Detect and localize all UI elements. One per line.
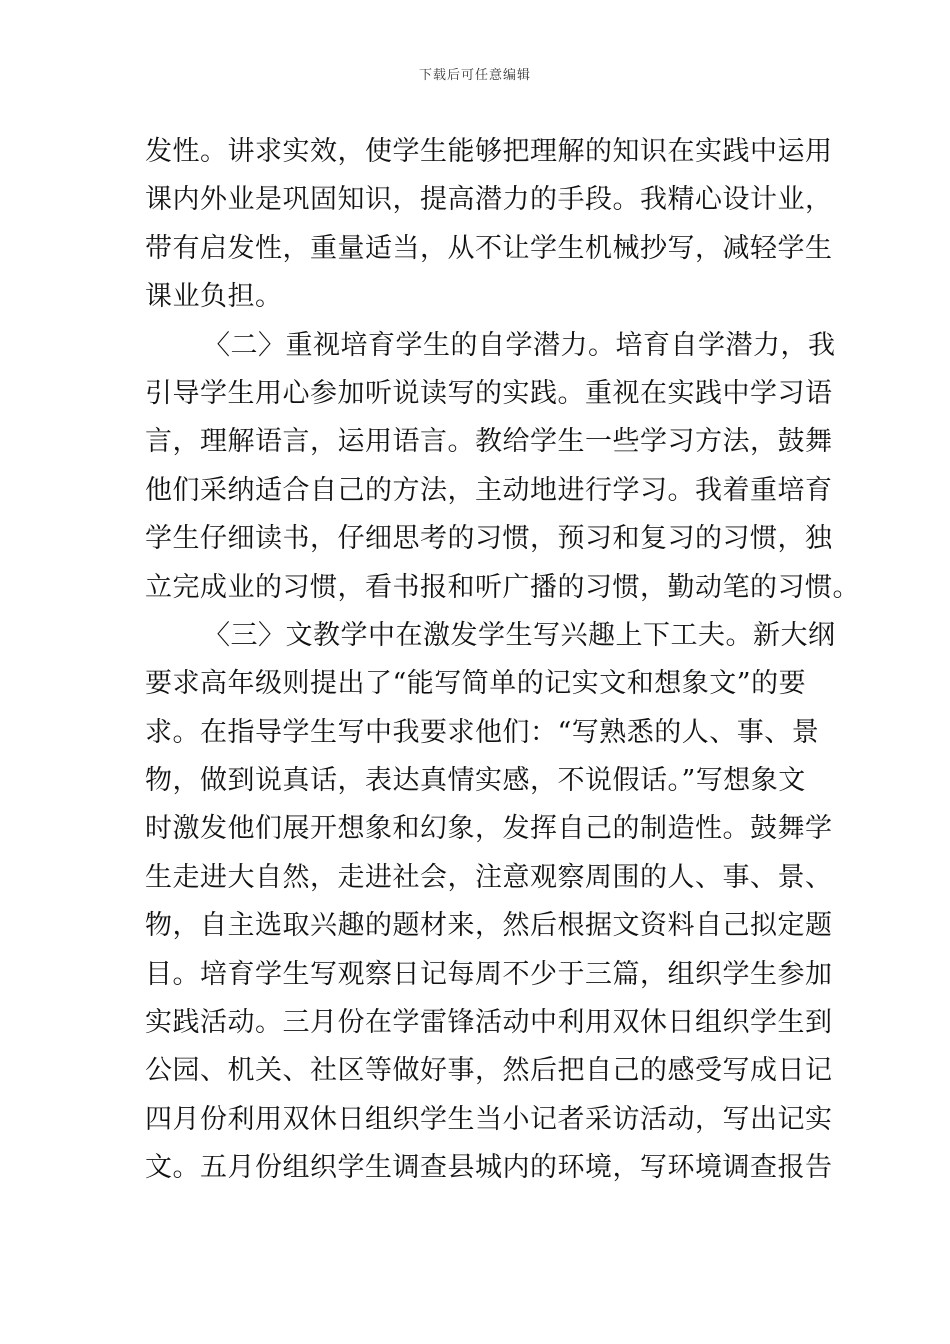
text-line: 立完成业的习惯，看书报和听广播的习惯，勤动笔的习惯。 (145, 571, 860, 603)
text-line: 目。培育学生写观察日记每周不少于三篇，组织学生参加 (145, 958, 833, 990)
text-line: 求。在指导学生写中我要求他们：“写熟悉的人、事、景 (145, 716, 820, 748)
text-line: 要求高年级则提出了“能写简单的记实文和想象文”的要 (145, 668, 807, 700)
text-line: 带有启发性，重量适当，从不让学生机械抄写，减轻学生 (145, 232, 833, 264)
paragraph-start-line: 〈二〉重视培育学生的自学潜力。培育自学潜力，我 (203, 329, 836, 361)
paragraph-start-line: 〈三〉文教学中在激发学生写兴趣上下工夫。新大纲 (203, 619, 836, 651)
text-line: 课业负担。 (145, 281, 283, 313)
text-line: 文。五月份组织学生调查县城内的环境，写环境调查报告 (145, 1152, 833, 1184)
document-body (145, 128, 860, 1193)
text-line: 物，做到说真话，表达真情实感，不说假话。”写想象文 (145, 765, 806, 797)
text-line: 生走进大自然，走进社会，注意观察周围的人、事、景、 (145, 861, 833, 893)
text-line: 课内外业是巩固知识，提高潜力的手段。我精心设计业， (145, 184, 833, 216)
text-line: 物，自主选取兴趣的题材来，然后根据文资料自己拟定题 (145, 910, 833, 942)
text-line: 发性。讲求实效，使学生能够把理解的知识在实践中运用 (145, 136, 833, 167)
text-line: 四月份利用双休日组织学生当小记者采访活动，写出记实 (145, 1103, 833, 1135)
text-line: 实践活动。三月份在学雷锋活动中利用双休日组织学生到 (145, 1007, 833, 1039)
text-line: 引导学生用心参加听说读写的实践。重视在实践中学习语 (145, 377, 833, 409)
text-line: 学生仔细读书，仔细思考的习惯，预习和复习的习惯，独 (145, 523, 833, 555)
page-header: 下载后可任意编辑 (418, 68, 531, 83)
text-line: 他们采纳适合自己的方法，主动地进行学习。我着重培育 (145, 474, 833, 506)
text-line: 言，理解语言，运用语言。教给学生一些学习方法，鼓舞 (145, 426, 833, 458)
text-line: 时激发他们展开想象和幻象，发挥自己的制造性。鼓舞学 (145, 813, 833, 845)
text-line: 公园、机关、社区等做好事，然后把自己的感受写成日记 (145, 1055, 833, 1087)
